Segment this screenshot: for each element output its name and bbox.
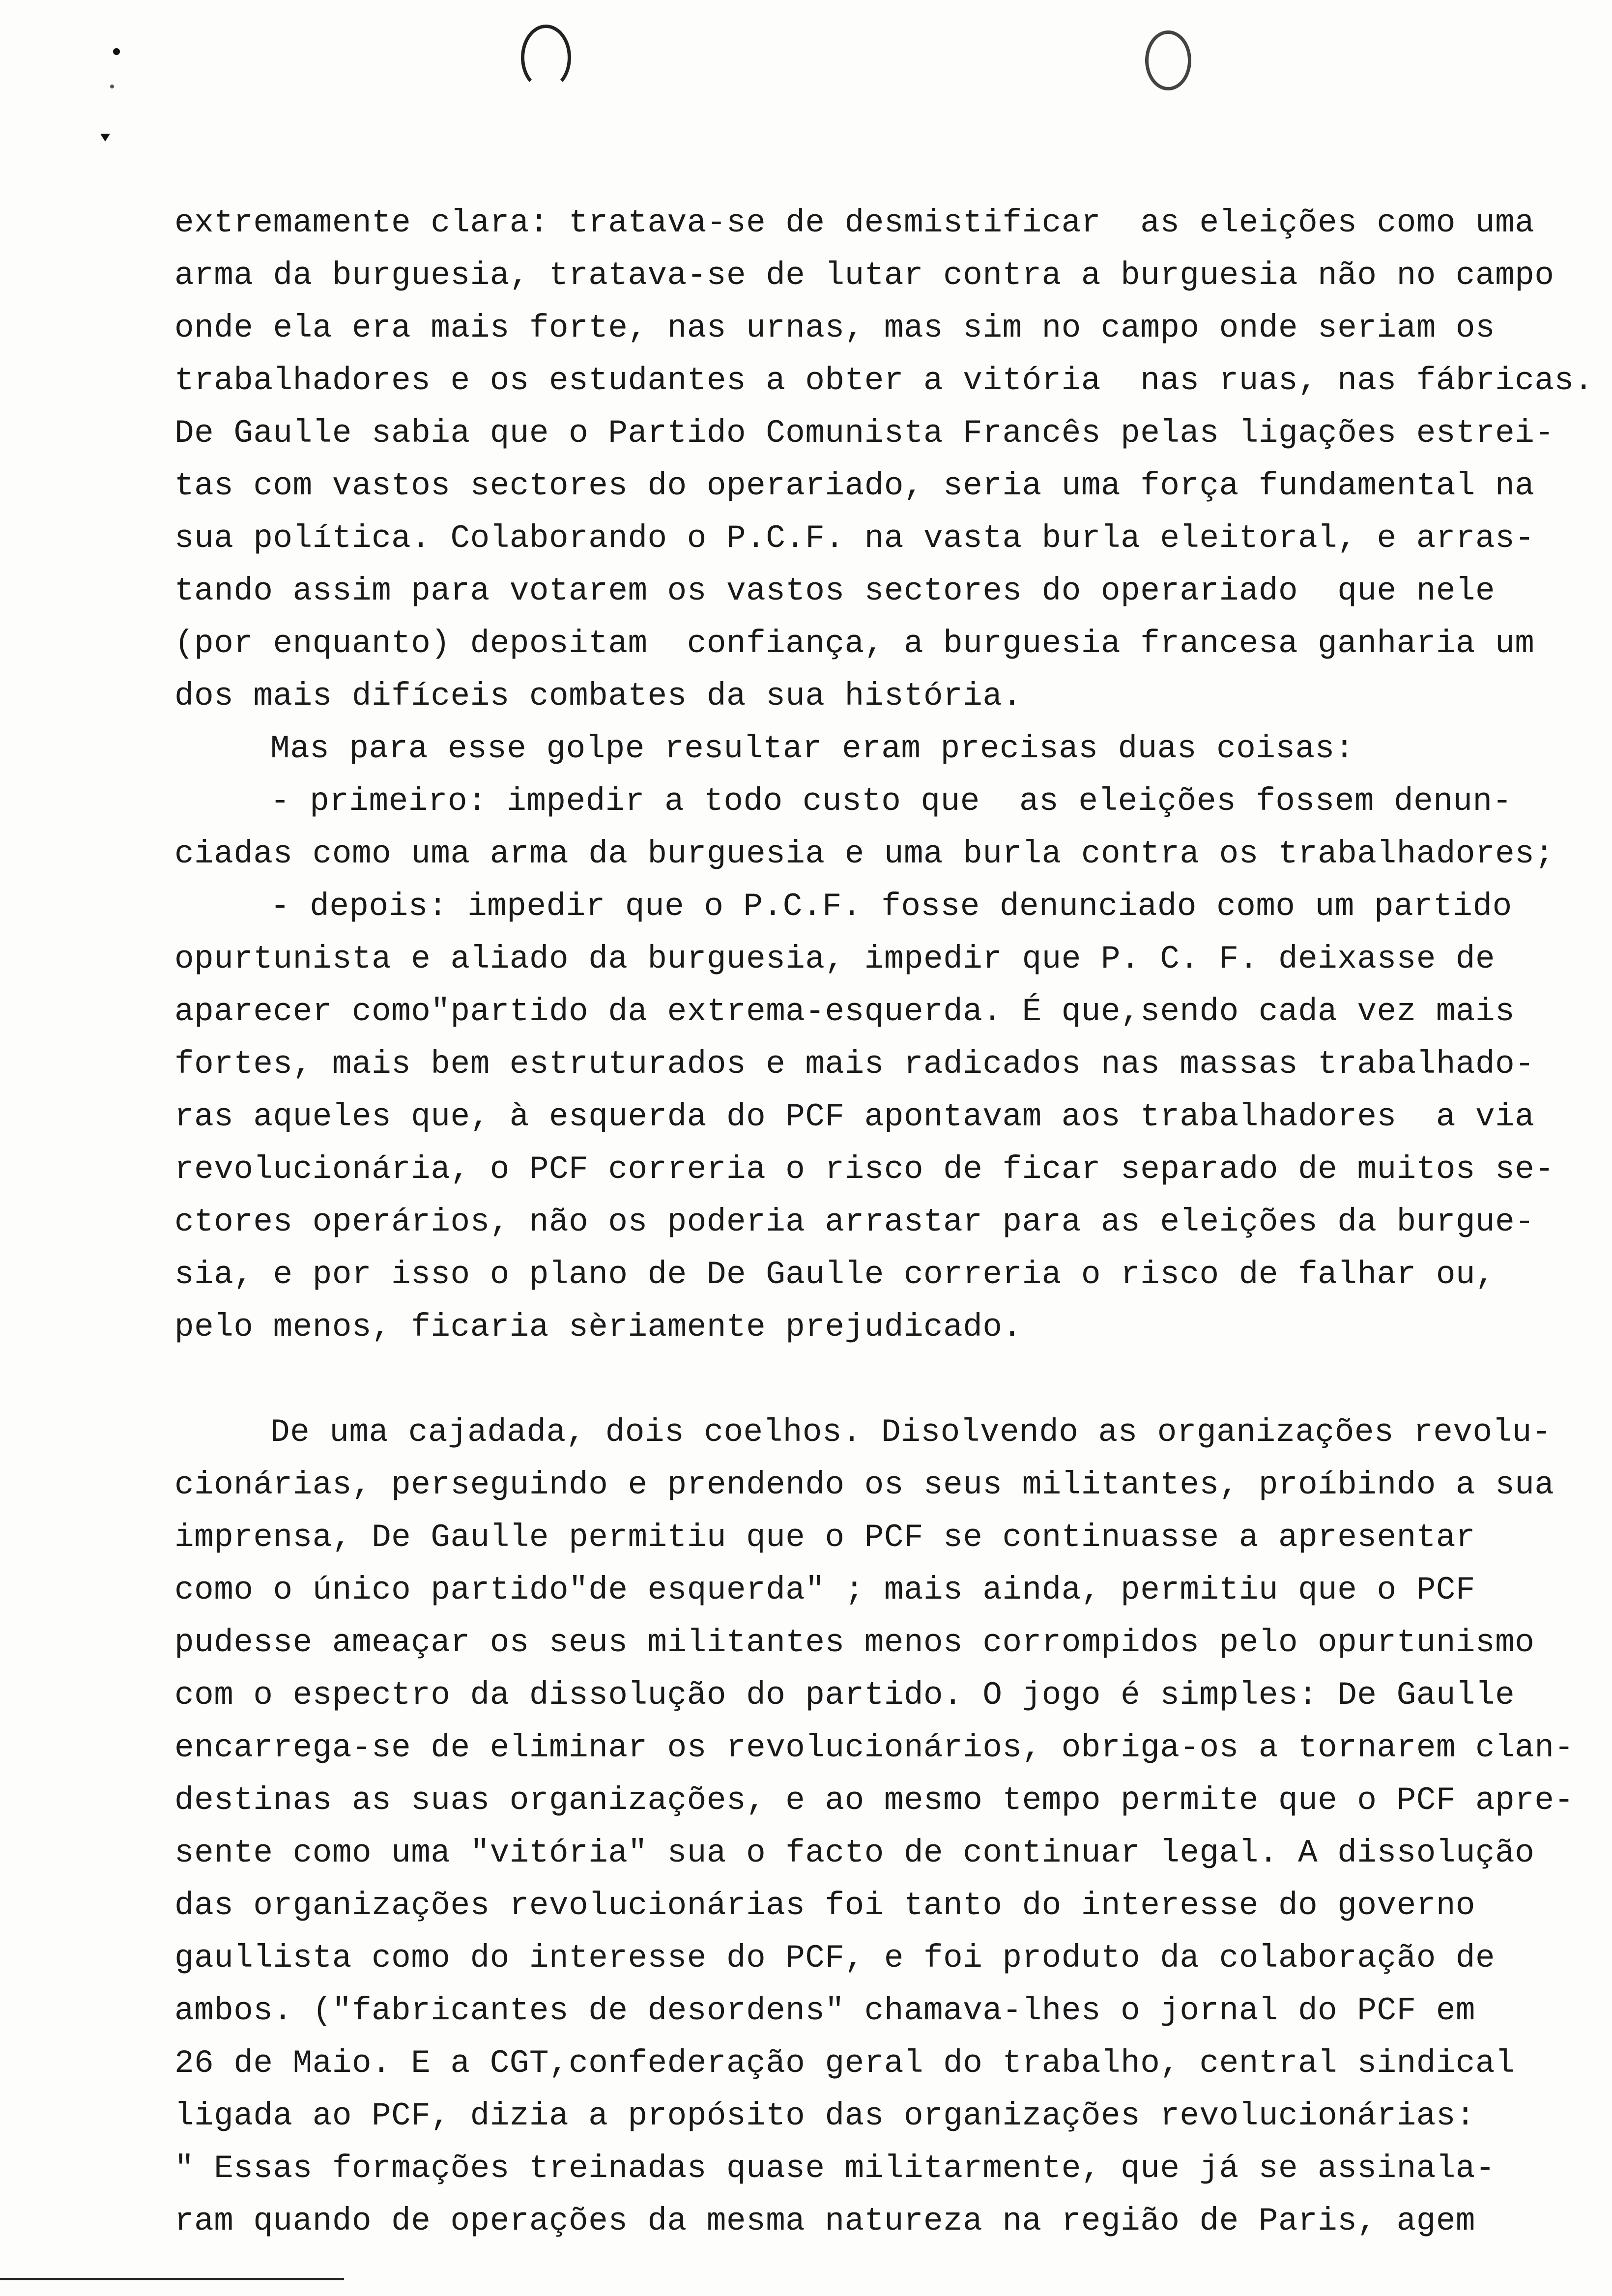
text-line: 26 de Maio. E a CGT,confederação geral do trabalho, central sindical: [174, 2045, 1515, 2082]
paragraph-3: [174, 1406, 1574, 2247]
text-line: ligada ao PCF, dizia a propósito das organizações revolucionárias:: [174, 2097, 1476, 2134]
text-line: arma da burguesia, tratava-se de lutar contra a burguesia não no campo: [174, 257, 1554, 294]
text-line: onde ela era mais forte, nas urnas, mas sim no campo onde seriam os: [174, 310, 1496, 346]
paragraph-1: [174, 197, 1594, 722]
text-line: ram quando de operações da mesma natureza na região de Paris, agem: [174, 2203, 1476, 2239]
text-line: - depois: impedir que o P.C.F. fosse denunciado como um partido: [270, 888, 1512, 925]
text-line: sente como uma "vitória" sua o facto de continuar legal. A dissolução: [174, 1835, 1535, 1871]
text-line: sua política. Colaborando o P.C.F. na vasta burla eleitoral, e arras-: [174, 520, 1535, 557]
text-line: - primeiro: impedir a todo custo que as eleições fossem denun-: [270, 783, 1512, 820]
text-line: como o único partido"de esquerda" ; mais ainda, permitiu que o PCF: [174, 1572, 1476, 1608]
text-line: revolucionária, o PCF correria o risco de ficar separado de muitos se-: [174, 1151, 1554, 1188]
text-line: Mas para esse golpe resultar eram precisas duas coisas:: [270, 730, 1354, 767]
text-line: fortes, mais bem estruturados e mais radicados nas massas trabalhado-: [174, 1046, 1535, 1083]
text-line: trabalhadores e os estudantes a obter a vitória nas ruas, nas fábricas.: [174, 362, 1594, 399]
text-line: De uma cajadada, dois coelhos. Disolvendo as organizações revolu-: [270, 1414, 1552, 1451]
punch-hole-mark: [521, 25, 571, 90]
text-line: tando assim para votarem os vastos sectores do operariado que nele: [174, 573, 1496, 609]
page-edge-line: [0, 2278, 344, 2280]
text-line: ambos. ("fabricantes de desordens" chamava-lhes o jornal do PCF em: [174, 1992, 1476, 2029]
text-line: sia, e por isso o plano de De Gaulle correria o risco de falhar ou,: [174, 1256, 1496, 1293]
text-line: pudesse ameaçar os seus militantes menos corrompidos pelo opurtunismo: [174, 1624, 1535, 1661]
paragraph-gap: [174, 1353, 1541, 1406]
text-line: aparecer como"partido da extrema-esquerda. É que,sendo cada vez mais: [174, 993, 1515, 1030]
text-line: ciadas como uma arma da burguesia e uma burla contra os trabalhadores;: [174, 835, 1554, 872]
text-line: destinas as suas organizações, e ao mesmo tempo permite que o PCF apre-: [174, 1782, 1574, 1819]
text-line: extremamente clara: tratava-se de desmistificar as eleições como uma: [174, 204, 1535, 241]
text-line: opurtunista e aliado da burguesia, impedir que P. C. F. deixasse de: [174, 941, 1496, 977]
margin-dot: [113, 48, 120, 55]
paragraph-2: [174, 722, 1554, 1353]
typewritten-text: [174, 197, 1594, 2247]
text-line: ras aqueles que, à esquerda do PCF apontavam aos trabalhadores a via: [174, 1098, 1535, 1135]
text-line: tas com vastos sectores do operariado, seria uma força fundamental na: [174, 467, 1535, 504]
text-line: imprensa, De Gaulle permitiu que o PCF se continuasse a apresentar: [174, 1519, 1476, 1556]
text-line: dos mais difíceis combates da sua história.: [174, 678, 1022, 715]
text-line: " Essas formações treinadas quase militarmente, que já se assinala-: [174, 2150, 1496, 2187]
text-line: com o espectro da dissolução do partido. O jogo é simples: De Gaulle: [174, 1677, 1515, 1714]
text-line: das organizações revolucionárias foi tanto do interesse do governo: [174, 1887, 1476, 1924]
margin-dot: [110, 85, 114, 88]
text-line: cionárias, perseguindo e prendendo os seus militantes, proíbindo a sua: [174, 1466, 1554, 1503]
text-line: encarrega-se de eliminar os revolucionários, obriga-os a tornarem clan-: [174, 1729, 1574, 1766]
text-line: gaullista como do interesse do PCF, e foi produto da colaboração de: [174, 1940, 1496, 1977]
text-line: pelo menos, ficaria sèriamente prejudicado.: [174, 1309, 1022, 1346]
text-line: (por enquanto) depositam confiança, a burguesia francesa ganharia um: [174, 625, 1535, 662]
text-line: De Gaulle sabia que o Partido Comunista Francês pelas ligações estrei-: [174, 415, 1554, 452]
punch-hole-mark: [1145, 30, 1191, 90]
margin-mark: [100, 134, 110, 142]
text-line: ctores operários, não os poderia arrastar para as eleições da burgue-: [174, 1204, 1535, 1240]
